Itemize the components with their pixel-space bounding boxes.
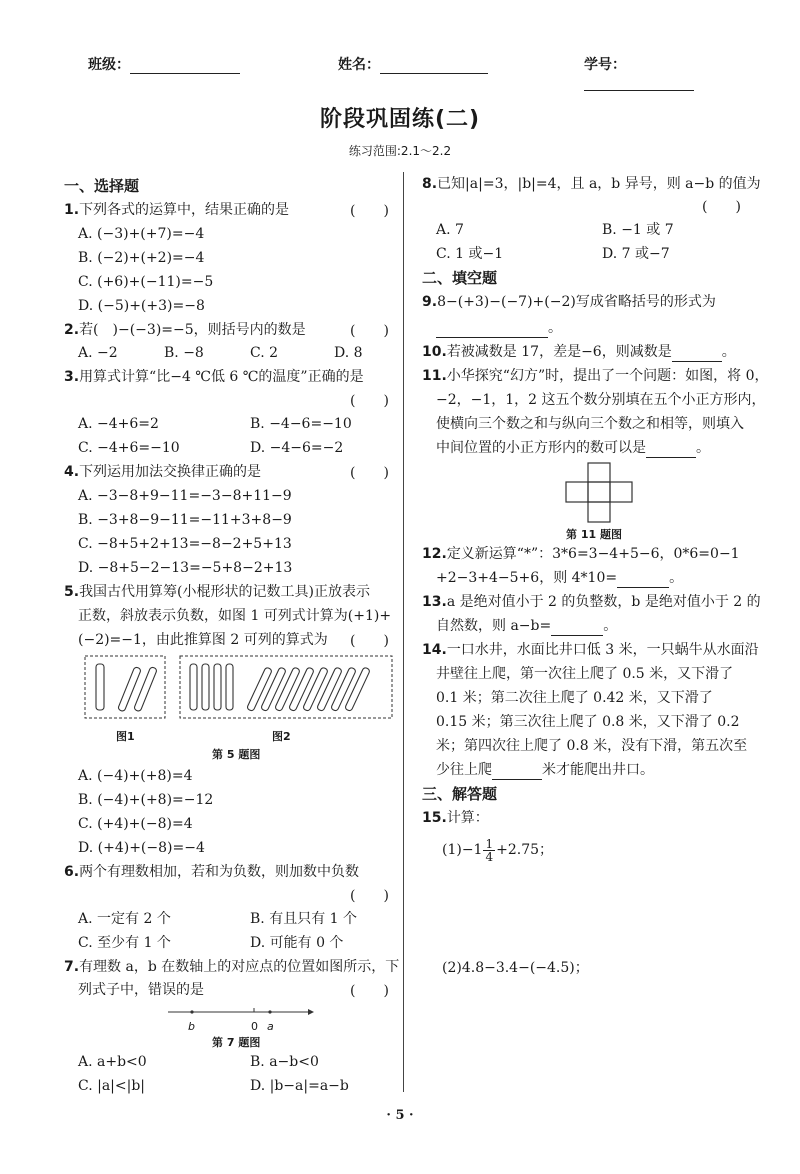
student-id-label: 学号： — [584, 57, 626, 73]
answer-blank[interactable] — [672, 347, 722, 362]
answer-blank[interactable] — [436, 323, 548, 338]
question-6-option-c: C. 至少有 1 个 — [78, 935, 171, 951]
class-label: 班级： — [88, 57, 130, 73]
column-divider — [403, 172, 404, 1092]
counting-rods-figure — [84, 654, 394, 724]
question-3-option-c: C. −4+6=−10 — [78, 440, 180, 456]
name-label: 姓名： — [338, 57, 380, 73]
question-13-line-2: 自然数，则 a−b= 。 — [436, 618, 618, 634]
question-1-option-a: A. (−3)+(+7)=−4 — [78, 226, 205, 242]
question-11-line-1: 11.小华探究“幻方”时，提出了一个问题：如图，将 0， — [422, 368, 769, 384]
grid-cell-top — [588, 463, 610, 482]
question-5-option-b: B. (−4)+(+8)=−12 — [78, 792, 214, 808]
question-14-line-5: 米；第四次往上爬了 0.8 米，没有下滑，第五次至 — [436, 738, 748, 754]
question-5-option-c: C. (+4)+(−8)=4 — [78, 816, 193, 832]
student-info-header — [88, 54, 728, 78]
question-3-option-d: D. −4−6=−2 — [250, 440, 344, 456]
question-8-option-b: B. −1 或 7 — [602, 222, 674, 238]
section-heading-solve: 三、解答题 — [422, 785, 498, 803]
question-11-line-4: 中间位置的小正方形内的数可以是 。 — [436, 440, 710, 456]
question-14-line-3: 0.1 米；第二次往上爬了 0.42 米，又下滑了 — [436, 690, 713, 706]
grid-cell-center — [588, 482, 610, 502]
question-4-option-b: B. −3+8−9−11=−11+3+8−9 — [78, 512, 292, 528]
question-5-line-2: 正数，斜放表示负数，如图 1 可列式计算为(+1)+ — [78, 608, 392, 624]
question-6-stem: 6.两个有理数相加，若和为负数，则加数中负数 — [64, 864, 360, 880]
question-14-line-1: 14.一口水井，水面比井口低 3 米，一只蜗牛从水面沿 — [422, 642, 759, 658]
number-line-label-0: 0 — [251, 1020, 258, 1033]
figure-1-label: 图1 — [116, 730, 135, 743]
question-7-figure-caption: 第 7 题图 — [212, 1036, 261, 1049]
answer-paren: ( ) — [350, 888, 389, 904]
question-4-option-a: A. −3−8+9−11=−3−8+11−9 — [78, 488, 292, 504]
question-9-answer-line: 。 — [436, 318, 562, 338]
question-7-option-b: B. a−b<0 — [250, 1054, 319, 1070]
question-15-part-2: (2)4.8−3.4−(−4.5)； — [442, 960, 589, 976]
question-1-stem: 1.下列各式的运算中，结果正确的是 — [64, 202, 290, 218]
page-subtitle: 练习范围:2.1～2.2 — [348, 144, 452, 158]
question-15-stem: 15.计算： — [422, 810, 489, 826]
question-2-option-a: A. −2 — [78, 345, 118, 361]
question-8-option-d: D. 7 或−7 — [602, 246, 670, 262]
question-14-line-2: 井壁往上爬，第一次往上爬了 0.5 米，又下滑了 — [436, 666, 734, 682]
question-5-figure-caption: 第 5 题图 — [212, 748, 261, 761]
question-8-stem: 8.已知|a|=3，|b|=4，且 a，b 异号，则 a−b 的值为 — [422, 176, 761, 192]
question-1-option-c: C. (+6)+(−11)=−5 — [78, 274, 214, 290]
question-4-option-d: D. −8+5−2−13=−5+8−2+13 — [78, 560, 293, 576]
answer-blank[interactable] — [492, 765, 542, 780]
answer-paren: ( ) — [350, 633, 389, 649]
question-10-stem: 10.若被减数是 17，差是−6，则减数是 。 — [422, 344, 736, 360]
question-11-figure-caption: 第 11 题图 — [566, 528, 622, 541]
number-line-label-b: b — [188, 1020, 195, 1033]
answer-paren: ( ) — [350, 465, 389, 481]
question-5-line-1: 5.我国古代用算筹(小棍形状的记数工具)正放表示 — [64, 584, 370, 600]
question-6-option-d: D. 可能有 0 个 — [250, 935, 344, 951]
question-7-option-d: D. |b−a|=a−b — [250, 1078, 349, 1094]
number-line-label-a: a — [267, 1020, 274, 1033]
question-3-option-a: A. −4+6=2 — [78, 416, 159, 432]
question-11-line-3: 使横向三个数之和与纵向三个数之和相等，则填入 — [436, 416, 744, 432]
question-15-part-1: (1)−1 $\frac{1}{4}$ +2.75； — [442, 836, 554, 864]
name-field — [338, 54, 488, 74]
answer-blank[interactable] — [646, 443, 696, 458]
question-12-line-1: 12.定义新运算“*”：3*6=3−4+5−6，0*6=0−1 — [422, 546, 740, 562]
answer-paren: ( ) — [350, 983, 389, 999]
answer-paren: ( ) — [350, 323, 389, 339]
question-14-line-6: 少往上爬 米才能爬出井口。 — [436, 762, 654, 778]
question-8-option-a: A. 7 — [436, 222, 464, 238]
grid-cell-right — [610, 482, 632, 502]
grid-cell-bottom — [588, 502, 610, 522]
question-6-option-a: A. 一定有 2 个 — [78, 911, 171, 927]
question-6-option-b: B. 有且只有 1 个 — [250, 911, 357, 927]
question-5-option-d: D. (+4)+(−8)=−4 — [78, 840, 205, 856]
section-heading-fill-blank: 二、填空题 — [422, 269, 498, 287]
question-2-option-b: B. −8 — [164, 345, 204, 361]
question-7-option-c: C. |a|<|b| — [78, 1078, 146, 1094]
answer-blank[interactable] — [617, 573, 669, 588]
question-2-stem: 2.若( )−(−3)=−5，则括号内的数是 — [64, 322, 306, 338]
question-11-line-2: −2，−1，1，2 这五个数分别填在五个小正方形内， — [436, 392, 766, 408]
question-3-stem: 3.用算式计算“比−4 ℃低 6 ℃的温度”正确的是 — [64, 369, 364, 385]
class-blank — [130, 57, 240, 74]
figure-2-rods — [190, 664, 370, 712]
page-title: 阶段巩固练(二) — [319, 107, 481, 132]
answer-paren: ( ) — [350, 203, 389, 219]
question-9-stem: 9.8−(+3)−(−7)+(−2)写成省略括号的形式为 — [422, 294, 716, 310]
page-number: · 5 · — [386, 1108, 414, 1123]
class-field — [88, 54, 240, 74]
fraction-one-quarter: $\frac{1}{4}$ — [485, 836, 494, 864]
question-1-option-d: D. (−5)+(+3)=−8 — [78, 298, 205, 314]
question-7-option-a: A. a+b<0 — [78, 1054, 147, 1070]
question-1-option-b: B. (−2)+(+2)=−4 — [78, 250, 205, 266]
student-id-field — [584, 54, 728, 91]
question-8-option-c: C. 1 或−1 — [436, 246, 504, 262]
magic-cross-figure — [562, 462, 638, 524]
question-2-option-d: D. 8 — [334, 345, 363, 361]
answer-paren: ( ) — [702, 199, 741, 215]
grid-cell-left — [566, 482, 588, 502]
answer-paren: ( ) — [350, 393, 389, 409]
question-4-option-c: C. −8+5+2+13=−8−2+5+13 — [78, 536, 292, 552]
number-line-arrow — [308, 1009, 314, 1015]
figure-2-label: 图2 — [272, 730, 291, 743]
section-heading-choice: 一、选择题 — [64, 177, 140, 195]
question-7-line-1: 7.有理数 a，b 在数轴上的对应点的位置如图所示，下 — [64, 959, 400, 975]
name-blank — [380, 57, 488, 74]
student-id-blank — [584, 74, 694, 91]
answer-blank[interactable] — [551, 621, 603, 636]
question-5-line-3: (−2)=−1，由此推算图 2 可列的算式为 — [78, 632, 328, 648]
question-12-line-2: +2−3+4−5+6，则 4*10= 。 — [436, 570, 684, 586]
question-3-option-b: B. −4−6=−10 — [250, 416, 352, 432]
point-a — [268, 1010, 271, 1013]
point-b — [190, 1010, 193, 1013]
question-13-line-1: 13.a 是绝对值小于 2 的负整数，b 是绝对值小于 2 的 — [422, 594, 761, 610]
question-4-stem: 4.下列运用加法交换律正确的是 — [64, 464, 262, 480]
figure-1-rods — [96, 664, 157, 712]
question-14-line-4: 0.15 米；第三次往上爬了 0.8 米，又下滑了 0.2 — [436, 714, 740, 730]
question-7-line-2: 列式子中，错误的是 — [78, 982, 204, 998]
question-5-option-a: A. (−4)+(+8)=4 — [78, 768, 193, 784]
question-2-option-c: C. 2 — [250, 345, 279, 361]
